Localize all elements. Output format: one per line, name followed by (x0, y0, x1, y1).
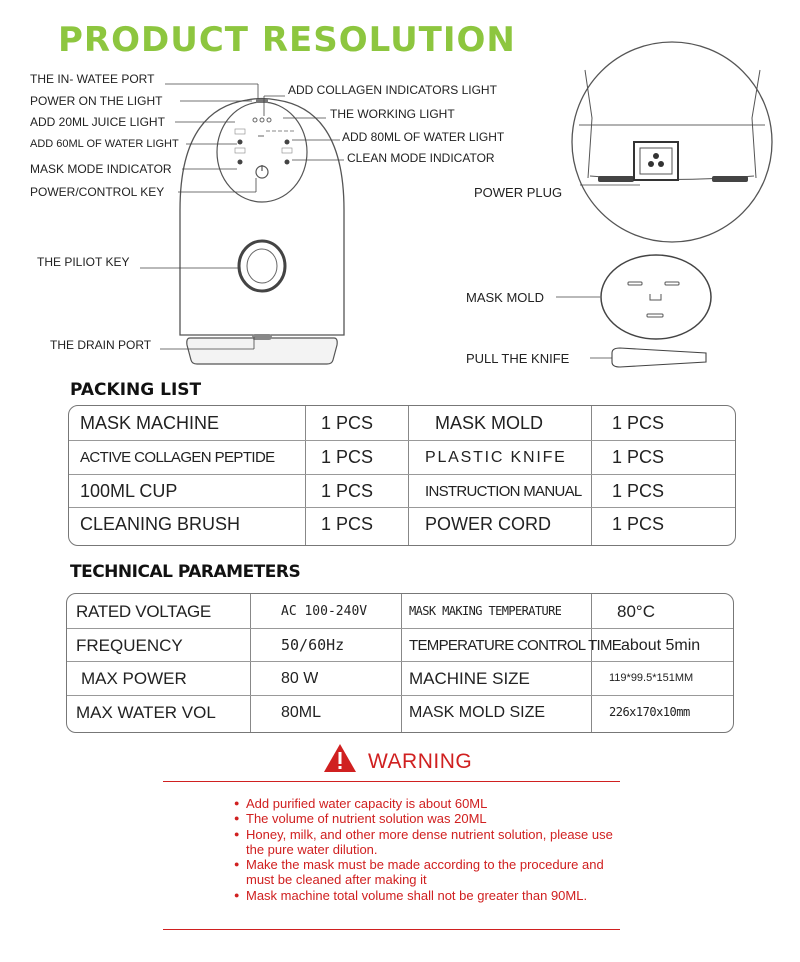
machine-base (187, 338, 337, 364)
packing-list-table (68, 405, 736, 546)
table-row (67, 595, 733, 628)
label-pilot-key: THE PILIOT KEY (37, 255, 130, 269)
param-value: 119*99.5*151MM (609, 672, 694, 684)
param-value: 80 W (281, 670, 319, 687)
control-panel (217, 102, 307, 202)
table-row (67, 629, 733, 662)
warning-triangle-icon (323, 743, 357, 773)
label-power-light: POWER ON THE LIGHT (30, 94, 163, 108)
label-water-60-light: ADD 60ML OF WATER LIGHT (30, 138, 179, 150)
param-name: TEMPERATURE CONTROL TIME (409, 637, 622, 654)
plastic-knife-shape (612, 348, 706, 367)
param-value: about 5min (621, 637, 701, 654)
item-name: INSTRUCTION MANUAL (425, 483, 582, 500)
table-row (69, 407, 735, 440)
warning-item: ● Honey, milk, and other more dense nutrient solution, please use the pure water dilution. (234, 827, 614, 858)
warning-item: ● Add purified water capacity is about 60ML (234, 796, 614, 811)
param-value: AC 100-240V (281, 604, 368, 619)
warning-bottom-rule (163, 929, 620, 930)
param-value: 80ML (281, 704, 322, 721)
label-mask-mode: MASK MODE INDICATOR (30, 162, 172, 176)
param-name: FREQUENCY (76, 636, 183, 655)
param-value: 80°C (617, 602, 655, 621)
drain-port (252, 334, 272, 340)
clean-mode-icon (285, 160, 290, 165)
param-value: 50/60Hz (281, 636, 345, 654)
label-clean-mode: CLEAN MODE INDICATOR (347, 151, 495, 165)
page-title: PRODUCT RESOLUTION (58, 20, 516, 60)
item-name: POWER CORD (425, 514, 551, 534)
tech-params-table (66, 593, 734, 733)
label-juice-light: ADD 20ML JUICE LIGHT (30, 115, 165, 129)
label-power-plug: POWER PLUG (474, 185, 563, 200)
table-row (69, 441, 735, 474)
warning-title: WARNING (368, 750, 473, 773)
param-name: MASK MAKING TEMPERATURE (409, 604, 562, 618)
item-qty: 1 PCS (321, 413, 374, 433)
label-drain-port: THE DRAIN PORT (50, 338, 152, 352)
table-row (69, 475, 735, 508)
inlet-port (256, 99, 268, 103)
label-mask-mold: MASK MOLD (466, 290, 545, 305)
warning-list (234, 796, 614, 903)
item-qty: 1 PCS (612, 481, 665, 501)
packing-list-heading: PACKING LIST (70, 380, 202, 400)
label-water-80-light: ADD 80ML OF WATER LIGHT (342, 130, 505, 144)
label-working-light: THE WORKING LIGHT (330, 107, 455, 121)
label-inlet-port: THE IN- WATEE PORT (30, 72, 155, 86)
param-value: 226x170x10mm (609, 705, 690, 719)
label-pull-knife: PULL THE KNIFE (466, 351, 570, 366)
mask-mold-shape (601, 255, 711, 339)
param-name: RATED VOLTAGE (76, 602, 211, 621)
item-name: CLEANING BRUSH (80, 514, 241, 534)
param-name: MASK MOLD SIZE (409, 704, 546, 721)
item-qty: 1 PCS (321, 447, 374, 467)
warning-top-rule (163, 781, 620, 782)
param-name: MAX WATER VOL (76, 703, 216, 722)
item-name: MASK MACHINE (80, 413, 220, 433)
water-80-light-icon (285, 140, 290, 145)
mask-mode-icon (238, 160, 243, 165)
param-name: MACHINE SIZE (409, 669, 530, 688)
item-name: PLASTIC KNIFE (425, 449, 567, 466)
label-collagen-light: ADD COLLAGEN INDICATORS LIGHT (288, 83, 497, 97)
warning-item: ● The volume of nutrient solution was 20ML (234, 811, 614, 826)
item-name: ACTIVE COLLAGEN PEPTIDE (80, 449, 275, 466)
item-qty: 1 PCS (612, 413, 665, 433)
table-row (67, 696, 733, 729)
tech-params-heading: TECHNICAL PARAMETERS (70, 562, 301, 582)
item-qty: 1 PCS (612, 514, 665, 534)
label-power-key: POWER/CONTROL KEY (30, 185, 165, 199)
item-name: 100ML CUP (80, 481, 178, 501)
item-qty: 1 PCS (321, 514, 374, 534)
item-qty: 1 PCS (612, 447, 665, 467)
warning-item: ● Make the mask must be made according to the procedure and must be cleaned after making it (234, 857, 614, 888)
warning-item: ● Mask machine total volume shall not be greater than 90ML. (234, 888, 614, 903)
item-qty: 1 PCS (321, 481, 374, 501)
table-row (69, 508, 735, 541)
param-name: MAX POWER (81, 669, 187, 688)
item-name: MASK MOLD (435, 413, 544, 433)
table-row (67, 662, 733, 695)
juice-light-icon (238, 140, 243, 145)
